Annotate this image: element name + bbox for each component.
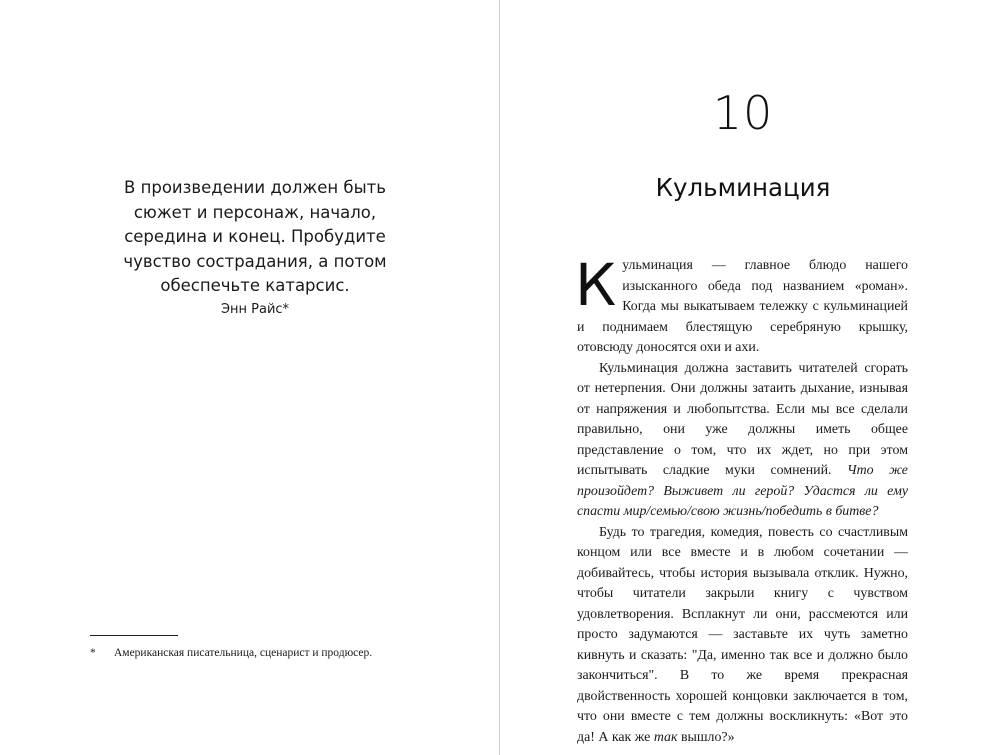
paragraph-text: вышло?» bbox=[680, 729, 735, 745]
footnote-mark: * bbox=[90, 647, 96, 659]
epigraph-line: чувство сострадания, а потом bbox=[123, 251, 387, 271]
right-page bbox=[500, 0, 1000, 755]
paragraph-text: Кульминация должна заставить читателей сгорать от нетерпения. Они должны затаить дыхание, изнывая от напряжения и любопытства. Если мы все сделали правильно, они уже должны иметь общее представление о том, что их ждет, но при этом испытывать сладкие муки сомнений. bbox=[577, 360, 908, 478]
footnote-text: Американская писательница, сценарист и продюсер. bbox=[114, 647, 373, 659]
left-page bbox=[0, 0, 499, 755]
paragraph-text: Будь то трагедия, комедия, повесть со счастливым концом или все вместе и в любом сочетании — добивайтесь, чтобы история вызывала отклик. Нужно, чтобы читатели закрыли книгу с чувством удовлетворения. Всплакнут ли они, рассмеются или просто задумаются — заставьте их чуть заметно кивнуть и сказать: "Да, именно так все и должно было закончиться". В то же время прекрасная двойственность хорошей концовки заключается в том, что они вместе с тем должны воскликнуть: «Вот это да! А как же bbox=[577, 524, 908, 745]
paragraph-italic-text: так bbox=[653, 729, 678, 745]
epigraph-line: середина и конец. Пробудите bbox=[124, 227, 386, 246]
paragraph bbox=[577, 523, 908, 749]
epigraph bbox=[90, 176, 420, 320]
chapter-body bbox=[575, 251, 908, 748]
paragraph-text: ульминация — главное блюдо нашего изысканного обеда под названием «роман». Когда мы выкатываем тележку с кульминацией и поднимаем блестящую серебряную крышку, отовсюду доносятся охи и ахи. bbox=[577, 258, 908, 355]
epigraph-author: Энн Райс* bbox=[220, 301, 290, 317]
footnote bbox=[90, 647, 372, 659]
chapter-number: 10 bbox=[712, 86, 774, 140]
epigraph-line: В произведении должен быть bbox=[124, 178, 386, 197]
paragraph bbox=[577, 359, 908, 523]
drop-cap: К bbox=[575, 251, 617, 319]
paragraph-italic-text: Что же произойдет? Выживет ли герой? Удастся ли ему спасти мир/семью/свою жизнь/победить в битве? bbox=[577, 463, 908, 519]
epigraph-line: сюжет и персонаж, начало, bbox=[133, 202, 377, 222]
epigraph-line: обеспечьте катарсис. bbox=[160, 276, 350, 295]
paragraph bbox=[575, 251, 908, 359]
footnote-divider bbox=[90, 635, 178, 636]
chapter-title: Кульминация bbox=[655, 173, 831, 202]
